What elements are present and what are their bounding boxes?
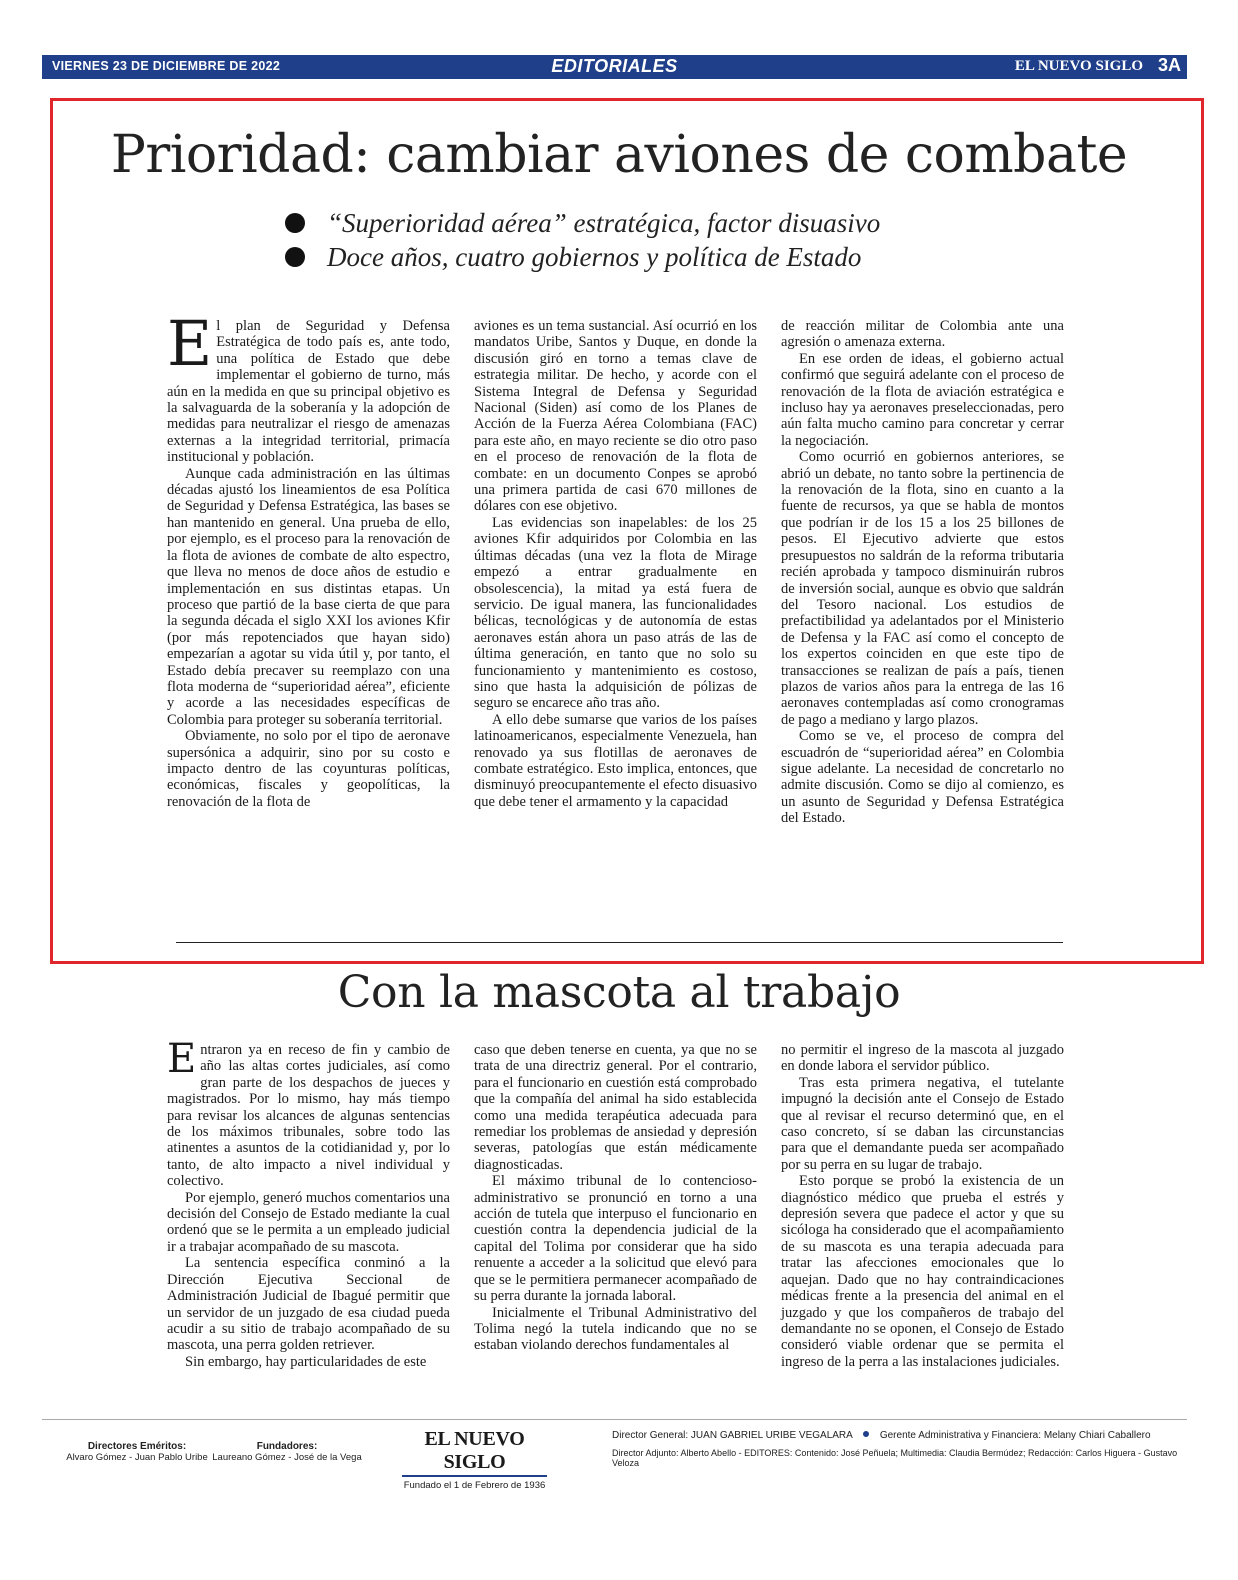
- paragraph: no permitir el ingreso de la mascota al juzgado en donde labora el servidor público.: [781, 1042, 1064, 1075]
- director-label: Director General:: [612, 1430, 689, 1441]
- paragraph: Como se ve, el proceso de compra del escuadrón de “superioridad aérea” en Colombia sigue adelante. La necesidad de concretarlo no admite discusión. Como se dijo al comienzo, es un asunto de Seguridad y Defensa Estratégica del Estado.: [781, 728, 1064, 827]
- issue-date: VIERNES 23 DE DICIEMBRE DE 2022: [52, 59, 281, 73]
- emeritus-directors: [62, 1441, 212, 1463]
- staff-editors-line: Director Adjunto: Alberto Abello - EDITORES: Contenido: José Peñuela; Multimedia: Claudia Bermúdez; Redacción: Carlos Higuera - Gustavo Veloza: [612, 1448, 1178, 1468]
- section-header-bar: [42, 55, 1187, 79]
- paragraph: En ese orden de ideas, el gobierno actual confirmó que seguirá adelante con el proceso de renovación de la flota de aviación estratégica e incluso hay ya aeronaves preseleccionadas, pero aún falta mucho camino para concretar y cerrar la negociación.: [781, 350, 1064, 449]
- section-title: EDITORIALES: [551, 56, 678, 76]
- article1-column-2: [474, 318, 757, 810]
- drop-cap: E: [167, 1036, 197, 1082]
- subhead-text: Doce años, cuatro gobiernos y política de Estado: [327, 241, 862, 272]
- manager-name: Melany Chiari Caballero: [1043, 1430, 1151, 1441]
- paragraph: caso que deben tenerse en cuenta, ya que no se trata de una directriz general. Por el contrario, para el funcionario en cuestión está comprobado que la compañía del animal ha sido establecida como una medida terapéutica adecuada para remediar los problemas de ansiedad y depresión severas, patologías que están médicamente diagnosticadas.: [474, 1042, 757, 1173]
- paragraph: Sin embargo, hay particularidades de este: [185, 1353, 427, 1370]
- subhead-item: [285, 240, 1045, 274]
- paragraph: Aunque cada administración en las últimas décadas ajustó los lineamientos de esa Política de Seguridad y Defensa Estratégica, las bases se han mantenido en general. Una prueba de ello, por ejemplo, es el proceso para la renovación de la flota de aviones de combate de alto espectro, que lleva no menos de doce años de estudio e implementación en sus distintas etapas. Un proceso que partió de la base cierta de que para la segunda década el siglo XXI los aviones Kfir (por más repotenciados que hayan sido) empezarían a agotar su vida útil y, por tanto, el Estado debía precaver su reemplazo con una flota moderna de “superioridad aérea”, eficiente y acorde a las necesidades específicas de Colombia para proteger su soberanía territorial.: [167, 465, 450, 728]
- founders-names: Laureano Gómez - José de la Vega: [212, 1452, 362, 1463]
- paragraph: Por ejemplo, generó muchos comentarios una decisión del Consejo de Estado mediante la cual ordenó que se le permita a un empleado judicial ir a trabajar acompañado de su mascota.: [167, 1189, 450, 1255]
- paper-name: EL NUEVO SIGLO: [1014, 58, 1143, 74]
- paragraph: Inicialmente el Tribunal Administrativo del Tolima negó la tutela indicando que no se estaban violando derechos fundamentales al: [474, 1304, 757, 1354]
- article2-title: Con la mascota al trabajo: [337, 967, 901, 1018]
- paragraph: El plan de Seguridad y Defensa Estratégica de todo país es, ante todo, una política de Estado que debe implementar el gobierno de turno, más aún en la medida en que su principal objetivo es la salvaguarda de la soberanía y la adopción de medidas para neutralizar el riesgo de amenazas externas a la integridad territorial, primacía institucional y población.: [167, 307, 450, 466]
- footer-rule: [42, 1419, 1187, 1420]
- separator-dot-icon: [863, 1431, 869, 1437]
- staff-box: [612, 1430, 1187, 1468]
- founders: [212, 1441, 362, 1463]
- paper-logo: EL NUEVO SIGLO: [402, 1428, 547, 1477]
- founders-label: Fundadores:: [256, 1441, 318, 1452]
- article2-column-2: [474, 1042, 757, 1354]
- paragraph: El máximo tribunal de lo contencioso-administrativo se pronunció en torno a una acción de tutela que interpuso el funcionario en cuestión contra la dependencia judicial de la capital del Tolima por considerar que ha sido renuente a acceder a la solicitud que elevó para que se le permitiera permanecer acompañado de su perra durante la jornada laboral.: [474, 1173, 757, 1305]
- article2-column-3: [781, 1042, 1064, 1370]
- article1-column-1: [167, 307, 450, 810]
- article1-title: Prioridad: cambiar aviones de combate: [110, 125, 1128, 185]
- article1-subheads: [285, 206, 1045, 274]
- paragraph: Tras esta primera negativa, el tutelante impugnó la decisión ante el Consejo de Estado que al revisar el recurso determinó que, en el caso concreto, sí se daban las circunstancias para que el demandante pueda ser acompañado por su perra en su lugar de trabajo.: [781, 1074, 1064, 1173]
- subhead-item: [285, 206, 1045, 240]
- article2-column-1: [167, 1036, 450, 1370]
- emeritus-label: Directores Eméritos:: [87, 1441, 187, 1452]
- footer-logo-block: [402, 1428, 547, 1491]
- paragraph: Las evidencias son inapelables: de los 25 aviones Kfir adquiridos por Colombia en las últimas décadas (una vez la flota de Mirage empezó a entrar gradualmente en obsolescencia), la mitad ya está fuera de servicio. De igual manera, las funcionalidades bélicas, tecnológicas y de autonomía de estas aeronaves están ahora un paso atrás de las de última generación, en tanto que no solo su funcionamiento y mantenimiento es costoso, sino que hasta la adquisición de pólizas de seguro se encarece año tras año.: [474, 514, 757, 712]
- manager-label: Gerente Administrativa y Financiera:: [879, 1430, 1042, 1441]
- emeritus-names: Alvaro Gómez - Juan Pablo Uribe: [66, 1452, 208, 1463]
- paragraph: de reacción militar de Colombia ante una agresión o amenaza externa.: [781, 318, 1064, 351]
- article-divider: [176, 942, 1063, 943]
- founded-date: Fundado el 1 de Febrero de 1936: [403, 1480, 546, 1491]
- staff-main-row: [612, 1430, 1187, 1448]
- paragraph: Esto porque se probó la existencia de un diagnóstico médico que prueba el estrés y depresión severa que padece el actor y que su sicóloga ha considerado que el acompañamiento de su mascota es una terapia adecuada para tratar las afecciones emocionales que lo aquejan. Dado que no hay contraindicaciones médicas frente a la presencia del animal en el juzgado y que los compañeros de trabajo del demandante no se oponen, el Consejo de Estado consideró viable ordenar que se permita el ingreso de la perra a las instalaciones judiciales.: [781, 1173, 1064, 1370]
- paragraph: Como ocurrió en gobiernos anteriores, se abrió un debate, no tanto sobre la pertinencia de la renovación de la flota, sino en cuanto a la fuente de recursos, ya que se habla de montos que podrían ir de los 15 a los 25 billones de pesos. El Ejecutivo advierte que estos presupuestos no saldrán de la reforma tributaria recién aprobada y tampoco disminuirán rubros de inversión social, aunque es obvio que saldrán del Tesoro nacional. Los estudios de prefactibilidad ya adelantados por el Ministerio de Defensa y la FAC así como el concepto de los expertos coinciden en que este tipo de transacciones se realizan de país a país, tienen plazos de varios años para la entrega de las 16 aeronaves contempladas así como cronogramas de pago a mediano y largo plazos.: [781, 449, 1064, 728]
- drop-cap: E: [167, 307, 213, 380]
- paragraph: A ello debe sumarse que varios de los países latinoamericanos, especialmente Venezuela, han renovado ya sus flotillas de aeronaves de combate estratégico. Esto implica, entonces, que disminuyó preocupantemente el efecto disuasivo que debe tener el armamento y la capacidad: [474, 711, 757, 810]
- paragraph: Obviamente, no solo por el tipo de aeronave supersónica a adquirir, sino por su costo e impacto dentro de las coyunturas políticas, económicas, fiscales y geopolíticas, la renovación de la flota de: [167, 728, 450, 810]
- subhead-text: “Superioridad aérea” estratégica, factor disuasivo: [327, 207, 881, 238]
- bullet-dot-icon: [285, 247, 305, 267]
- paragraph: aviones es un tema sustancial. Así ocurrió en los mandatos Uribe, Santos y Duque, en donde la discusión giró en torno a temas clave de estrategia militar. De hecho, y acorde con el Sistema Integral de Defensa y Seguridad Nacional (Siden) así como de los Planes de Acción de la Fuerza Aérea Colombiana (FAC) para este año, en mayo reciente se dio otro paso en el proceso de renovación de la flota de combate: en un documento Conpes se aprobó una primera partida de casi 670 millones de dólares con ese objetivo.: [474, 318, 757, 515]
- director-name: JUAN GABRIEL URIBE VEGALARA: [690, 1430, 853, 1441]
- paragraph: La sentencia específica conminó a la Dirección Ejecutiva Seccional de Administración Judicial de Ibagué permitir que un servidor de un juzgado de esa ciudad pueda acudir a su sitio de trabajo acompañado de su mascota, una perra golden retriever.: [167, 1255, 450, 1354]
- bullet-dot-icon: [285, 213, 305, 233]
- page-number: 3A: [1157, 55, 1181, 75]
- paragraph: Entraron ya en receso de fin y cambio de año las altas cortes judiciales, así como gran parte de los despachos de jueces y magistrados. Por lo mismo, hay más tiempo para revisar los alcances de algunas sentencias de los máximos tribunales, sobre todo las atinentes a asuntos de la cotidianidad y, por lo tanto, de alto impacto a nivel individual y colectivo.: [167, 1036, 450, 1190]
- article1-column-3: [781, 318, 1064, 827]
